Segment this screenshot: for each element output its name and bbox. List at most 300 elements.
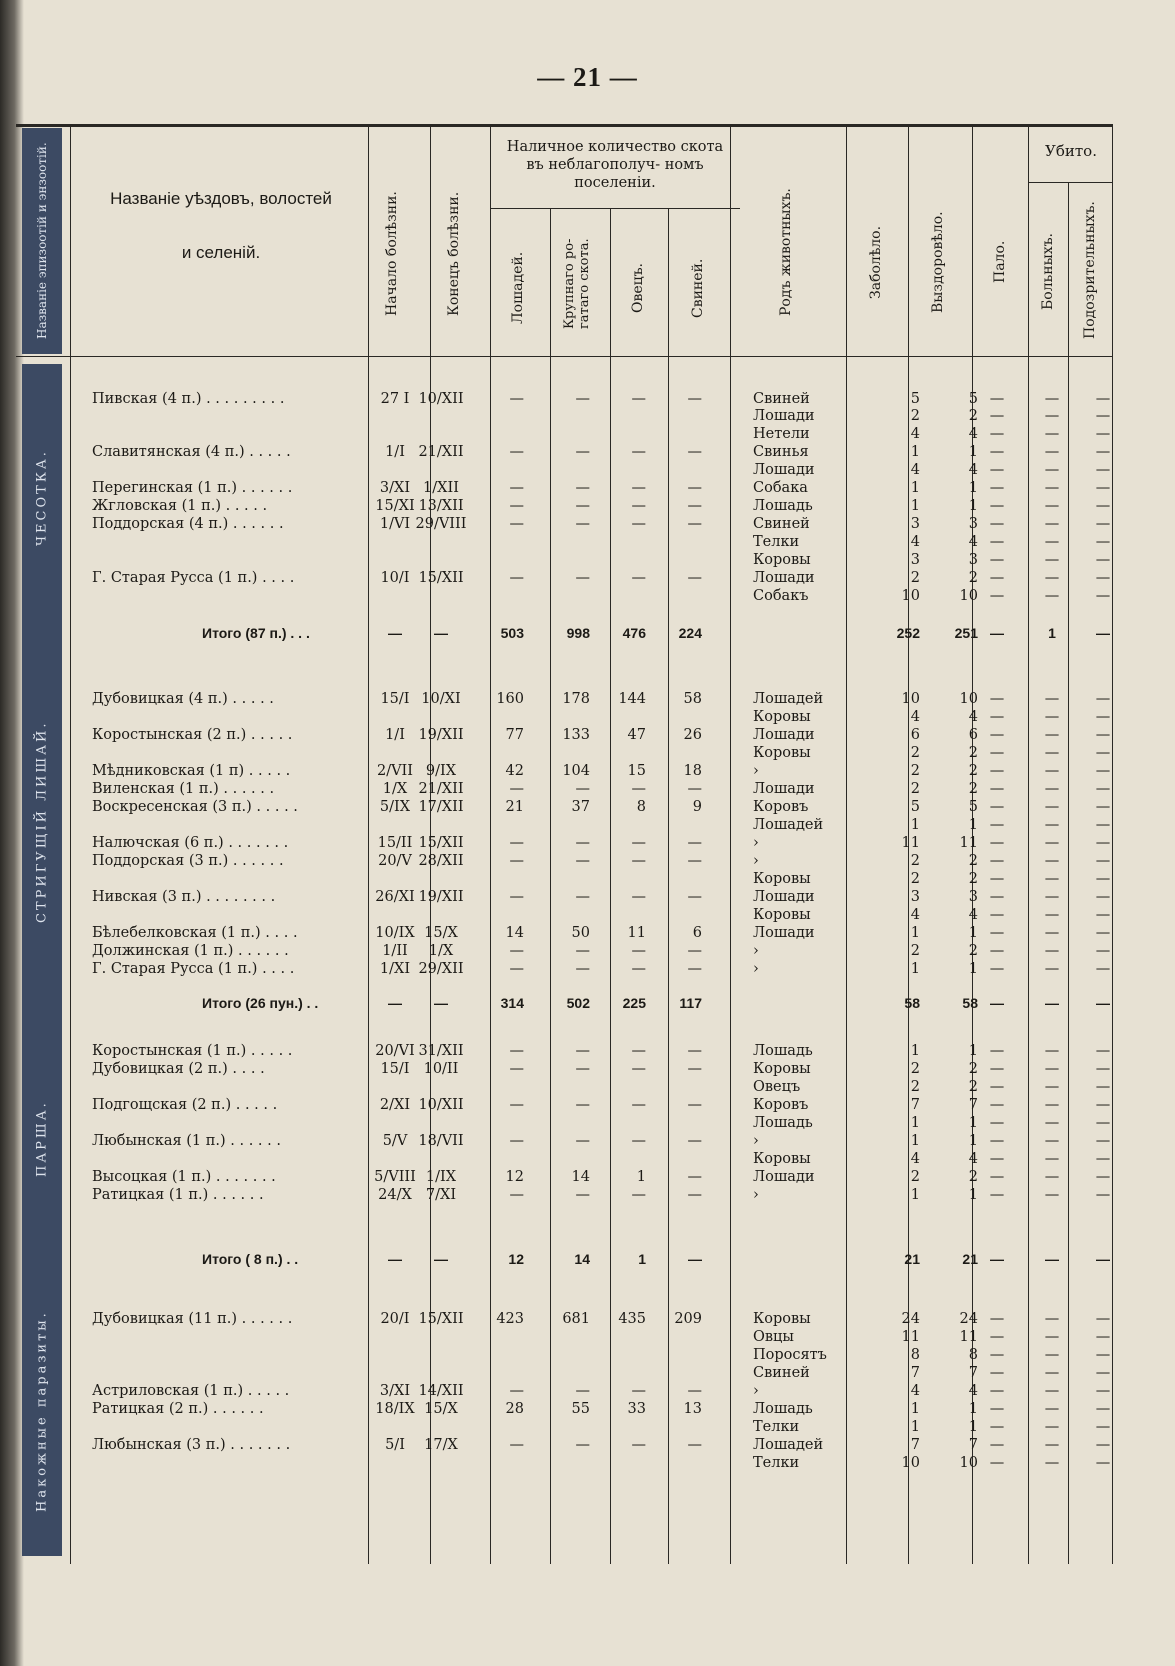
cell-hor: — [509,961,524,977]
table-row [16,798,1112,817]
cell-pig: — [687,516,702,532]
cell-start: 10/I [380,570,410,586]
cell-susp: — [1095,1043,1111,1059]
cell-killed: — [1044,498,1060,514]
cell-she: — [631,1061,646,1077]
cell-fell: — [989,552,1005,568]
cell-hor: 42 [505,763,524,779]
table-row [16,533,1112,552]
cell-rec: 1 [968,817,978,833]
cell-sick: 10 [901,588,920,604]
cell-killed: — [1044,1401,1060,1417]
cell-name: Нивская (3 п.) . . . . . . . . [92,889,276,905]
cell-cat: 178 [562,691,590,707]
cell-sick: 2 [910,1169,920,1185]
cell-cat: — [575,961,590,977]
cell-cat: 55 [571,1401,590,1417]
cell-sick: 10 [901,691,920,707]
cell-sick: 1 [910,480,920,496]
cell-name: Коростынская (2 п.) . . . . . [92,727,293,743]
cell-fell: — [989,570,1005,586]
cell-name: Ратицкая (1 п.) . . . . . . [92,1187,264,1203]
cell-killed: — [1044,1097,1060,1113]
table-row [16,690,1112,709]
total-killed: — [1045,995,1059,1011]
cell-sick: 5 [910,391,920,407]
cell-name: Налючская (6 п.) . . . . . . . [92,835,289,851]
cell-susp: — [1095,516,1111,532]
cell-hor: 28 [505,1401,524,1417]
cell-pig: — [687,835,702,851]
cell-sick: 4 [910,534,920,550]
total-start: — [388,625,402,641]
cell-killed: — [1044,907,1060,923]
cell-sick: 4 [910,1383,920,1399]
cell-she: — [631,835,646,851]
cell-killed: — [1044,763,1060,779]
cell-kind: Коровы [753,552,811,568]
cell-susp: — [1095,1383,1111,1399]
cell-susp: — [1095,727,1111,743]
cell-killed: — [1044,426,1060,442]
cell-cat: — [575,1187,590,1203]
cell-cat: 50 [571,925,590,941]
cell-she: — [631,516,646,532]
total-pig: 224 [678,625,702,641]
cell-fell: — [989,1151,1005,1167]
cell-killed: — [1044,1329,1060,1345]
total-pig: 117 [679,995,702,1011]
cell-kind: Коровы [753,1311,811,1327]
cell-rec: 3 [968,889,978,905]
cell-killed: — [1044,1347,1060,1363]
cell-end: 15/XII [418,1311,464,1327]
cell-name: Должинская (1 п.) . . . . . . [92,943,289,959]
cell-fell: — [989,817,1005,833]
cell-pig: — [687,1383,702,1399]
cell-killed: — [1044,1419,1060,1435]
cell-sick: 1 [910,1187,920,1203]
cell-she: — [631,853,646,869]
cell-cat: — [575,516,590,532]
cell-pig: — [687,1437,702,1453]
cell-fell: — [989,1455,1005,1471]
cell-kind: Лошади [753,925,815,941]
cell-sick: 1 [910,1133,920,1149]
cell-start: 20/I [380,1311,410,1327]
cell-name: Виленская (1 п.) . . . . . . [92,781,275,797]
cell-rec: 2 [968,745,978,761]
cell-kind: › [753,961,759,977]
cell-end: 19/XII [418,889,464,905]
cell-susp: — [1095,1419,1111,1435]
cell-fell: — [989,462,1005,478]
cell-sick: 2 [910,1079,920,1095]
cell-hor: 77 [505,727,524,743]
cell-fell: — [989,1079,1005,1095]
cell-name: Жгловская (1 п.) . . . . . [92,498,268,514]
cell-rec: 8 [968,1347,978,1363]
cell-pig: — [687,498,702,514]
table-row [16,726,1112,745]
cell-fell: — [989,1383,1005,1399]
header-kind: Родъ животныхъ. [778,188,794,316]
cell-name: Высоцкая (1 п.) . . . . . . . [92,1169,276,1185]
cell-susp: — [1095,1437,1111,1453]
table-row [16,1132,1112,1151]
cell-name: Дубовицкая (11 п.) . . . . . . [92,1311,293,1327]
header-horses: Лошадей. [510,251,526,325]
cell-kind: Лошадь [753,1043,813,1059]
cell-susp: — [1095,462,1111,478]
table-row [16,744,1112,763]
cell-name: Астриловская (1 п.) . . . . . [92,1383,290,1399]
cell-name: Бѣлебелковская (1 п.) . . . . [92,925,298,941]
cell-cat: — [575,835,590,851]
cell-hor: — [509,498,524,514]
cell-name: Любынская (3 п.) . . . . . . . [92,1437,291,1453]
cell-hor: — [509,1133,524,1149]
cell-she: — [631,1043,646,1059]
cell-sick: 4 [910,1151,920,1167]
cell-start: 1/I [385,727,405,743]
cell-she: — [631,781,646,797]
cell-killed: — [1044,1151,1060,1167]
cell-susp: — [1095,817,1111,833]
cell-rec: 1 [968,925,978,941]
cell-end: 31/XII [418,1043,464,1059]
cell-hor: 12 [505,1169,524,1185]
table-row [16,1060,1112,1079]
cell-killed: — [1044,709,1060,725]
cell-fell: — [989,1061,1005,1077]
cell-hor: — [509,1437,524,1453]
cell-killed: — [1044,835,1060,851]
cell-killed: — [1044,745,1060,761]
cell-kind: Коровы [753,907,811,923]
cell-hor: — [509,391,524,407]
table-row [16,708,1112,727]
total-name: Итого ( 8 п.) . . [202,1251,299,1267]
cell-sick: 1 [910,925,920,941]
cell-sick: 3 [910,516,920,532]
cell-start: 15/XI [375,498,415,514]
cell-susp: — [1095,498,1111,514]
cell-sick: 24 [901,1311,920,1327]
cell-she: — [631,444,646,460]
cell-killed: — [1044,462,1060,478]
table-row [16,888,1112,907]
cell-rec: 5 [968,391,978,407]
cell-start: 2/XI [379,1097,411,1113]
cell-cat: 104 [562,763,590,779]
cell-rec: 2 [968,1169,978,1185]
cell-sick: 2 [910,745,920,761]
cell-fell: — [989,709,1005,725]
cell-name: Дубовицкая (4 п.) . . . . . [92,691,274,707]
total-row [16,994,1112,1013]
cell-rec: 4 [968,709,978,725]
cell-susp: — [1095,691,1111,707]
cell-fell: — [989,1437,1005,1453]
cell-kind: Коровъ [753,1097,809,1113]
cell-pig: — [687,1043,702,1059]
cell-kind: Свинья [753,444,809,460]
cell-start: 18/IX [375,1401,415,1417]
cell-hor: 14 [505,925,524,941]
total-susp: — [1096,625,1110,641]
cell-start: 5/VIII [374,1169,416,1185]
cell-kind: Лошади [753,781,815,797]
cell-pig: — [687,943,702,959]
cell-kind: Телки [753,534,800,550]
cell-kind: Лошади [753,889,815,905]
cell-end: 13/XII [418,498,464,514]
cell-rec: 1 [968,961,978,977]
cell-hor: — [509,943,524,959]
header-fell: Пало. [992,240,1008,284]
cell-kind: › [753,1383,759,1399]
cell-killed: — [1044,1169,1060,1185]
cell-susp: — [1095,745,1111,761]
table-row [16,1168,1112,1187]
cell-end: 17/XII [418,799,464,815]
cell-hor: 160 [496,691,524,707]
cell-hor: — [509,1043,524,1059]
cell-kind: Лошадь [753,498,813,514]
cell-fell: — [989,1347,1005,1363]
cell-start: 10/IX [375,925,415,941]
cell-rec: 4 [968,1383,978,1399]
cell-sick: 7 [910,1365,920,1381]
cell-kind: Нетели [753,426,810,442]
cell-susp: — [1095,408,1111,424]
cell-killed: — [1044,570,1060,586]
cell-sick: 4 [910,426,920,442]
cell-kind: › [753,853,759,869]
cell-killed: — [1044,588,1060,604]
table-row [16,816,1112,835]
cell-start: 1/X [382,781,408,797]
cell-rec: 4 [968,534,978,550]
cell-susp: — [1095,1347,1111,1363]
cell-kind: Поросятъ [753,1347,827,1363]
cell-end: 14/XII [418,1383,464,1399]
table-row [16,1186,1112,1205]
cell-susp: — [1095,1115,1111,1131]
cell-sick: 11 [901,1329,920,1345]
cell-sick: 1 [910,1419,920,1435]
cell-killed: — [1044,853,1060,869]
cell-sick: 1 [910,961,920,977]
cell-name: Дубовицкая (2 п.) . . . . [92,1061,265,1077]
cell-pig: — [687,961,702,977]
cell-name: Любынская (1 п.) . . . . . . [92,1133,281,1149]
table-row [16,960,1112,979]
total-hor: 503 [500,625,524,641]
cell-rec: 1 [968,1401,978,1417]
cell-sick: 2 [910,871,920,887]
cell-cat: — [575,1043,590,1059]
header-killed-sick: Больныхъ. [1040,233,1056,311]
total-sick: 21 [904,1251,920,1267]
cell-susp: — [1095,570,1111,586]
cell-cat: — [575,781,590,797]
cell-killed: — [1044,1133,1060,1149]
cell-susp: — [1095,588,1111,604]
cell-susp: — [1095,889,1111,905]
total-rec: 21 [962,1251,978,1267]
cell-pig: — [687,853,702,869]
cell-rec: 10 [959,588,978,604]
cell-susp: — [1095,1151,1111,1167]
cell-sick: 4 [910,709,920,725]
cell-killed: — [1044,1079,1060,1095]
cell-sick: 1 [910,817,920,833]
cell-rec: 7 [968,1365,978,1381]
cell-she: — [631,1383,646,1399]
cell-kind: Лошадей [753,691,824,707]
cell-kind: Свиней [753,516,810,532]
cell-hor: — [509,781,524,797]
cell-sick: 11 [901,835,920,851]
header-livestock-group: Наличное количество скота въ неблагополуч- номъ поселеніи. [506,139,724,191]
cell-name: Подгощская (2 п.) . . . . . [92,1097,278,1113]
cell-killed: — [1044,943,1060,959]
cell-end: 10/XII [418,391,464,407]
cell-she: — [631,889,646,905]
cell-cat: — [575,1061,590,1077]
cell-fell: — [989,1311,1005,1327]
cell-kind: Коровы [753,709,811,725]
cell-cat: 14 [571,1169,590,1185]
cell-hor: — [509,1061,524,1077]
cell-pig: — [687,1133,702,1149]
cell-hor: 21 [505,799,524,815]
cell-cat: — [575,570,590,586]
cell-name: Г. Старая Русса (1 п.) . . . . [92,570,295,586]
cell-kind: Собакъ [753,588,809,604]
total-start: — [388,1251,402,1267]
cell-susp: — [1095,1133,1111,1149]
cell-sick: 2 [910,763,920,779]
total-end: — [434,1251,448,1267]
cell-start: 20/V [378,853,412,869]
cell-susp: — [1095,426,1111,442]
table-row [16,461,1112,480]
table-row [16,1382,1112,1401]
cell-rec: 2 [968,943,978,959]
cell-fell: — [989,1115,1005,1131]
cell-cat: — [575,1437,590,1453]
cell-kind: › [753,763,759,779]
cell-killed: — [1044,444,1060,460]
cell-end: 15/X [424,925,458,941]
cell-rec: 11 [959,835,978,851]
table-row [16,587,1112,606]
cell-start: 1/VI [379,516,411,532]
cell-sick: 1 [910,1401,920,1417]
cell-sick: 7 [910,1097,920,1113]
cell-susp: — [1095,709,1111,725]
total-killed: — [1045,1251,1059,1267]
cell-killed: — [1044,1187,1060,1203]
cell-killed: — [1044,1061,1060,1077]
cell-cat: — [575,1383,590,1399]
cell-cat: 133 [562,727,590,743]
cell-end: 10/II [423,1061,459,1077]
cell-name: Коростынская (1 п.) . . . . . [92,1043,293,1059]
epizootic-table [16,124,1112,1564]
cell-end: 29/VIII [415,516,467,532]
cell-start: 15/I [380,691,410,707]
cell-pig: — [687,444,702,460]
cell-rec: 4 [968,1151,978,1167]
header-cattle: Крупнаго ро- гатаго скота. [562,238,592,330]
cell-susp: — [1095,835,1111,851]
cell-killed: — [1044,391,1060,407]
total-start: — [388,995,402,1011]
table-row [16,1436,1112,1455]
total-rec: 251 [954,625,978,641]
section-label-text: ЧЕСОТКА. [34,449,50,547]
cell-she: 144 [618,691,646,707]
total-cat: 14 [574,1251,590,1267]
cell-pig: — [687,1187,702,1203]
cell-susp: — [1095,480,1111,496]
cell-kind: Овцы [753,1329,794,1345]
cell-fell: — [989,480,1005,496]
cell-rec: 6 [968,727,978,743]
cell-she: 15 [627,763,646,779]
cell-rec: 1 [968,1133,978,1149]
cell-sick: 5 [910,799,920,815]
cell-killed: — [1044,781,1060,797]
header-sick: Заболѣло. [868,225,884,299]
cell-sick: 2 [910,853,920,869]
cell-pig: 26 [683,727,702,743]
cell-kind: Свиней [753,1365,810,1381]
header-name-line1: Названіе уѣздовъ, волостей [110,189,332,208]
cell-sick: 10 [901,1455,920,1471]
total-rec: 58 [962,995,978,1011]
cell-rec: 11 [959,1329,978,1345]
cell-hor: — [509,835,524,851]
cell-killed: — [1044,727,1060,743]
cell-rec: 2 [968,781,978,797]
cell-rec: 24 [959,1311,978,1327]
total-sick: 58 [904,995,920,1011]
cell-rec: 1 [968,1187,978,1203]
cell-cat: — [575,1133,590,1149]
table-row [16,870,1112,889]
table-row [16,1114,1112,1133]
cell-sick: 6 [910,727,920,743]
cell-susp: — [1095,1401,1111,1417]
cell-kind: Коровы [753,745,811,761]
cell-kind: Коровы [753,1061,811,1077]
cell-kind: Лошадей [753,817,824,833]
cell-rec: 3 [968,516,978,532]
cell-end: 1/XII [423,480,459,496]
cell-she: 8 [636,799,646,815]
total-she: 1 [638,1251,646,1267]
cell-end: 15/XII [418,570,464,586]
cell-killed: — [1044,1383,1060,1399]
total-row [16,624,1112,643]
cell-pig: — [687,1097,702,1113]
cell-killed: — [1044,480,1060,496]
